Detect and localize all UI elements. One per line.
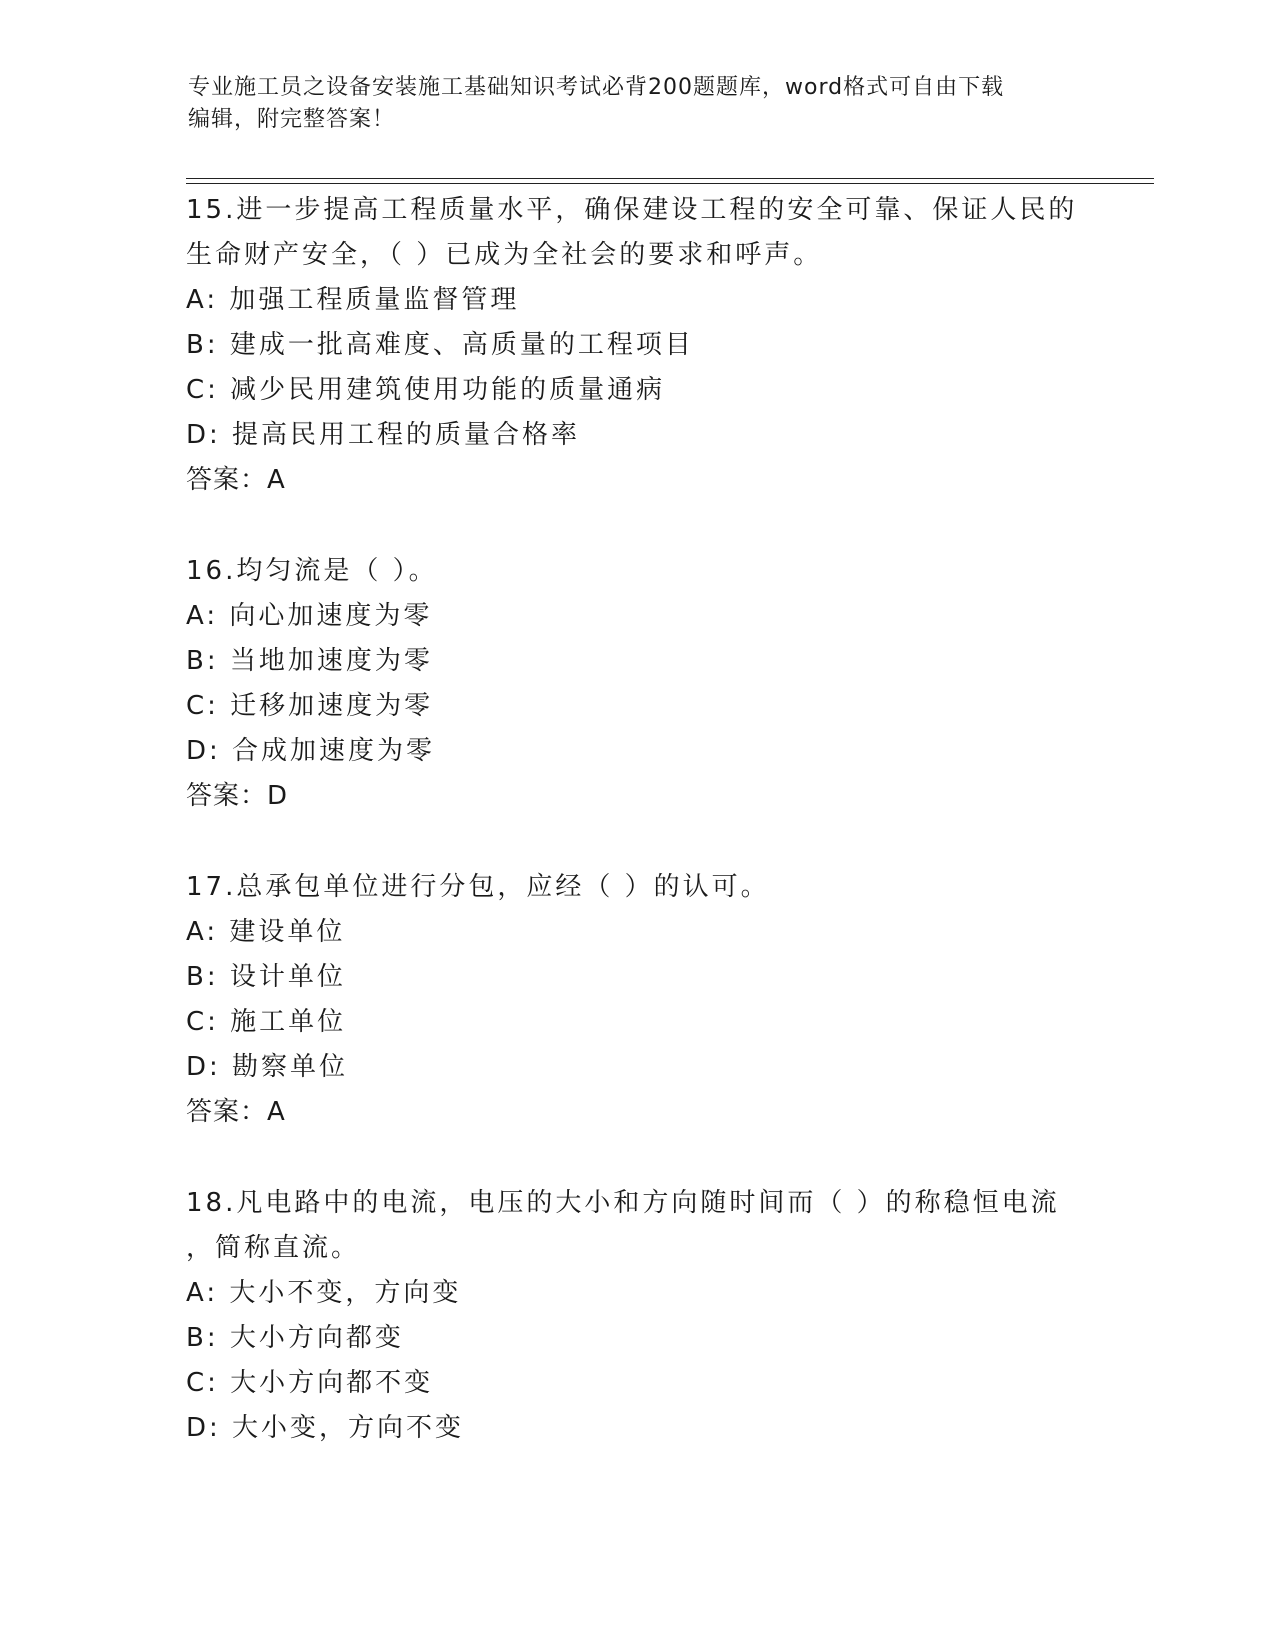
option-b: B: 大小方向都变	[186, 1323, 404, 1353]
question-text-line-2: 生命财产安全，（ ）已成为全社会的要求和呼声。	[186, 240, 823, 270]
option-d: D: 提高民用工程的质量合格率	[186, 420, 581, 450]
question-18	[186, 1181, 1086, 1451]
option-a: A: 大小不变，方向变	[186, 1278, 462, 1308]
question-text-line-1: 18.凡电路中的电流，电压的大小和方向随时间而（ ）的称稳恒电流	[186, 1188, 1060, 1218]
option-b: B: 设计单位	[186, 962, 346, 992]
header-line-2: 编辑，附完整答案！	[188, 107, 396, 132]
option-c: C: 施工单位	[186, 1007, 347, 1037]
header-divider	[186, 178, 1154, 184]
option-a: A: 加强工程质量监督管理	[186, 285, 520, 315]
option-a: A: 向心加速度为零	[186, 601, 433, 631]
answer: 答案：A	[186, 465, 286, 495]
header-line-1: 专业施工员之设备安装施工基础知识考试必背200题题库，word格式可自由下载	[188, 75, 1005, 100]
option-d: D: 勘察单位	[186, 1052, 349, 1082]
option-c: C: 大小方向都不变	[186, 1368, 434, 1398]
question-text-line-1: 17.总承包单位进行分包，应经（ ）的认可。	[186, 872, 770, 902]
question-17	[186, 865, 1086, 1135]
option-d: D: 大小变，方向不变	[186, 1413, 465, 1443]
option-a: A: 建设单位	[186, 917, 346, 947]
question-text-line-1: 16.均匀流是（ ）。	[186, 556, 438, 586]
option-c: C: 减少民用建筑使用功能的质量通病	[186, 375, 666, 405]
question-text-line-2: ，简称直流。	[186, 1233, 361, 1263]
question-16	[186, 549, 1086, 819]
question-15	[186, 188, 1086, 503]
page-header	[188, 72, 1088, 136]
question-text-line-1: 15.进一步提高工程质量水平，确保建设工程的安全可靠、保证人民的	[186, 195, 1078, 225]
option-b: B: 当地加速度为零	[186, 646, 433, 676]
option-c: C: 迁移加速度为零	[186, 691, 434, 721]
option-d: D: 合成加速度为零	[186, 736, 436, 766]
answer: 答案：D	[186, 781, 289, 811]
question-list	[186, 188, 1086, 1497]
option-b: B: 建成一批高难度、高质量的工程项目	[186, 330, 694, 360]
answer: 答案：A	[186, 1097, 286, 1127]
